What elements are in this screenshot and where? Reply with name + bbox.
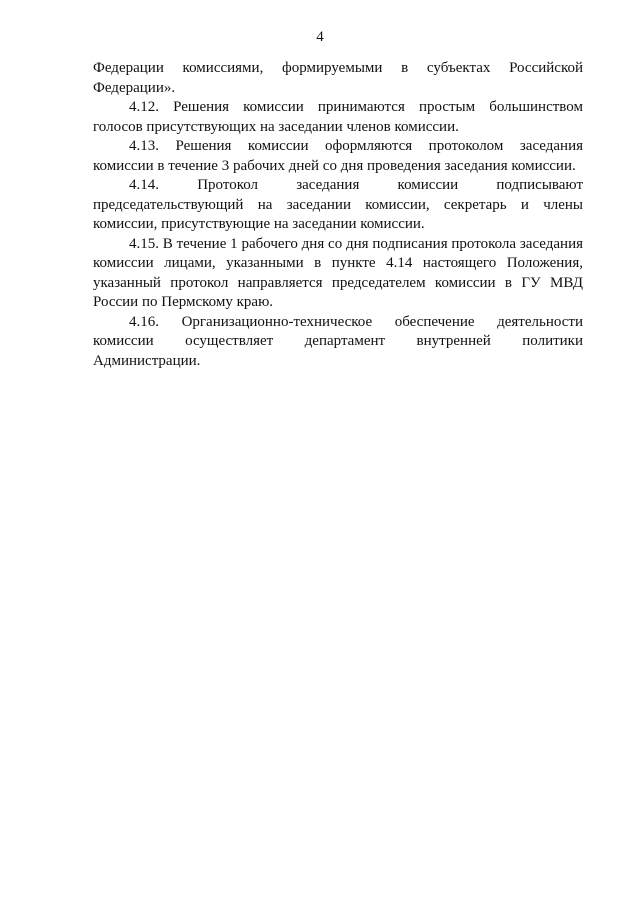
paragraph-continuation: Федерации комиссиями, формируемыми в субъектах Российской Федерации».: [93, 60, 583, 96]
page-number: 4: [316, 29, 324, 45]
paragraph-4-12: 4.12. Решения комиссии принимаются простым большинством голосов присутствующих на заседании членов комиссии.: [93, 99, 583, 135]
paragraph-4-16: 4.16. Организационно-техническое обеспечение деятельности комиссии осуществляет департамент внутренней политики Администрации.: [93, 313, 583, 369]
paragraph-4-13: 4.13. Решения комиссии оформляются протоколом заседания комиссии в течение 3 рабочих дней со дня проведения заседания комиссии.: [93, 138, 583, 174]
document-body: [93, 59, 583, 371]
paragraph-4-14: 4.14. Протокол заседания комиссии подписывают председательствующий на заседании комиссии, секретарь и члены комиссии, присутствующие на заседании комиссии.: [93, 177, 583, 232]
paragraph-4-15: 4.15. В течение 1 рабочего дня со дня подписания протокола заседания комиссии лицами, указанными в пункте 4.14 настоящего Положения, указанный протокол направляется председателем комиссии в ГУ МВД России по Пермскому краю.: [93, 235, 583, 310]
